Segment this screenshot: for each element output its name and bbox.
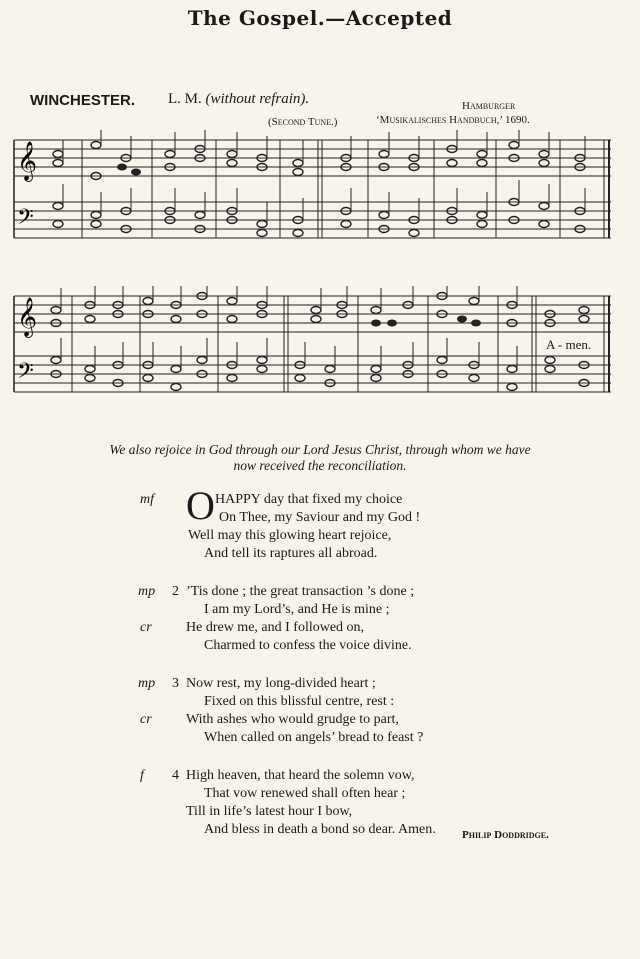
dynamic-mark: f: [140, 768, 144, 783]
dynamic-mark: mf: [140, 492, 154, 507]
second-tune-label: (Second Tune.): [268, 116, 338, 128]
running-head: The Gospel.—Accepted: [187, 6, 453, 30]
verse-line: With ashes who would grudge to part,: [186, 712, 399, 727]
verse-line: When called on angels’ bread to feast ?: [204, 730, 424, 745]
dynamic-mark: cr: [140, 712, 152, 727]
caption-line-1: We also rejoice in God through our Lord Jesus Christ, through whom we have: [109, 442, 531, 457]
tune-meter: [168, 91, 309, 108]
scripture-caption: [40, 442, 600, 474]
filled-notes: [371, 316, 481, 327]
treble-staff-lines: [14, 296, 611, 332]
verse-line: And tell its raptures all abroad.: [204, 546, 378, 561]
verse-line: Now rest, my long-divided heart ;: [186, 676, 376, 691]
amen-label: A - men.: [546, 337, 592, 352]
meter-note: (without refrain).: [205, 91, 310, 107]
bass-notes: [53, 199, 585, 237]
note-stems: [61, 286, 517, 369]
treble-notes: [51, 293, 589, 327]
composer: Hamburger: [462, 100, 516, 112]
bass-staff-lines: [14, 202, 611, 238]
drop-cap: O: [186, 483, 215, 528]
tune-name: WINCHESTER.: [30, 92, 135, 109]
music-system-2: [0, 286, 640, 406]
author-attribution: Philip Doddridge.: [462, 829, 549, 841]
verse-line: That vow renewed shall often hear ;: [204, 786, 406, 801]
verse-number: 4: [172, 768, 179, 783]
filled-notes: [117, 164, 141, 176]
bass-clef-icon: 𝄢: [17, 359, 34, 389]
note-stems: [63, 130, 585, 224]
verse-line: He drew me, and I followed on,: [186, 620, 365, 635]
verse-line: Fixed on this blissful centre, rest :: [204, 694, 395, 709]
dynamic-mark: mp: [138, 676, 156, 691]
bass-staff-lines: [14, 356, 611, 392]
verse-line: ’Tis done ; the great transaction ’s done ;: [186, 584, 415, 599]
bass-clef-icon: 𝄢: [17, 205, 34, 235]
treble-clef-icon: 𝄞: [17, 297, 38, 337]
source-open-quote: ‘: [376, 114, 380, 126]
treble-clef-icon: 𝄞: [17, 141, 38, 181]
music-system-1: [0, 130, 640, 260]
treble-staff-lines: [14, 140, 611, 176]
source-title: Musikalisches Handbuch,: [379, 114, 500, 126]
verse-line: Till in life’s latest hour I bow,: [186, 804, 353, 819]
caption-line-2: now received the reconciliation.: [233, 458, 407, 473]
source-year: ’ 1690.: [499, 114, 530, 126]
verse-line: High heaven, that heard the solemn vow,: [186, 768, 415, 783]
verse-line: Charmed to confess the voice divine.: [204, 638, 412, 653]
tune-source: [376, 114, 530, 126]
verse-number: 3: [172, 676, 179, 691]
verse-line: And bless in death a bond so dear. Amen.: [204, 822, 436, 837]
dynamic-mark: cr: [140, 620, 152, 635]
verse-line: On Thee, my Saviour and my God !: [219, 510, 421, 525]
verse-line: HAPPY day that fixed my choice: [215, 492, 403, 507]
meter-label: L. M.: [168, 91, 202, 107]
verse-number: 2: [172, 584, 179, 599]
verse-line: I am my Lord’s, and He is mine ;: [204, 602, 390, 617]
dynamic-mark: mp: [138, 584, 156, 599]
verse-line: Well may this glowing heart rejoice,: [188, 528, 392, 543]
